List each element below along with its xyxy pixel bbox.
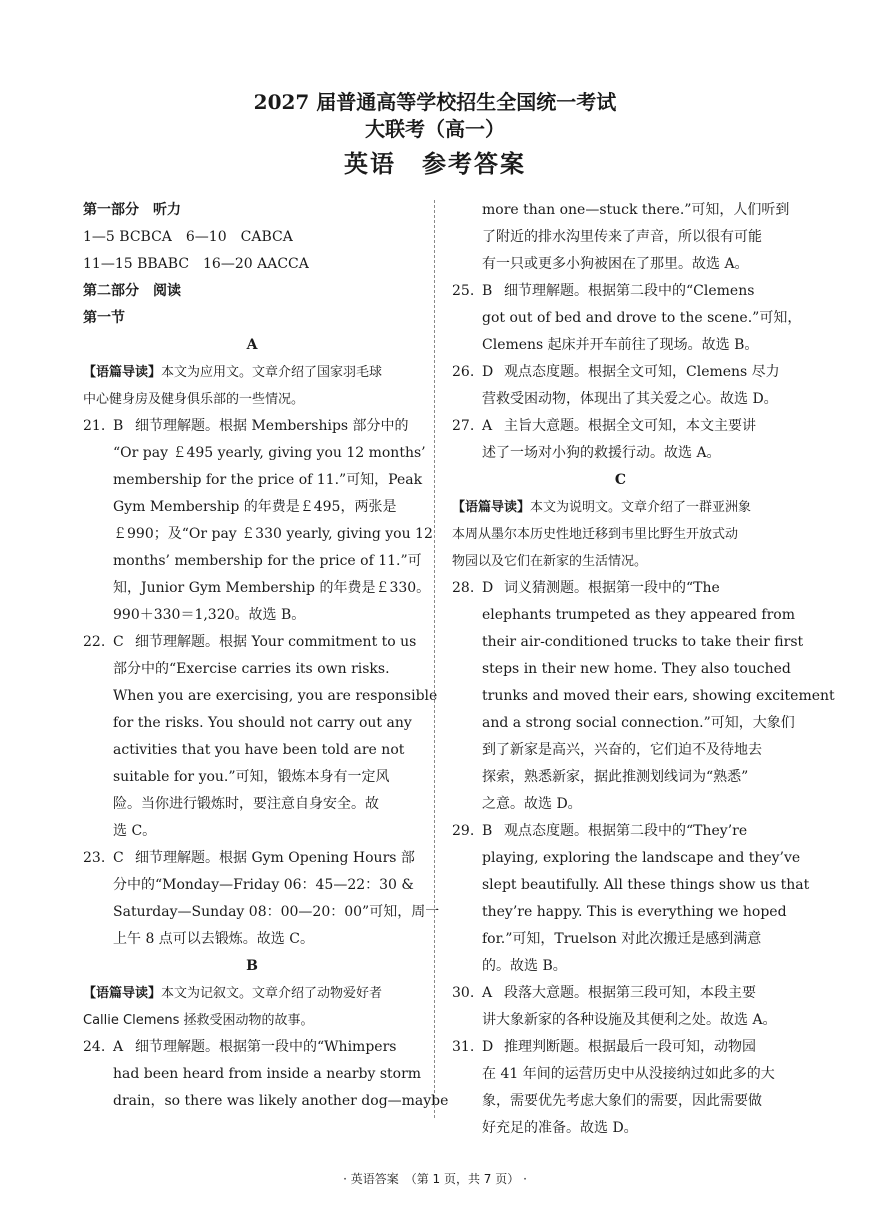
subject-title: 英语 参考答案 [344,149,526,178]
explanation: Gym Membership 的年费是￡495，两张是 [113,499,397,515]
explanation: 细节理解题。根据 Your commitment to us [135,634,417,650]
answer-letter: C [113,850,124,866]
explanation: 好充足的准备。故选 D。 [482,1120,638,1136]
explanation: 细节理解题。根据第二段中的“Clemens [504,283,755,299]
page-footer: · 英语答案 （第 1 页，共 7 页） · [343,1172,527,1186]
explanation: 细节理解题。根据 Memberships 部分中的 [135,418,409,434]
column-divider [434,200,435,1118]
explanation: 选 C。 [113,823,157,839]
explanation: 在 41 年间的运营历史中从没接纳过如此多的大 [482,1066,775,1082]
answer-letter: D [482,364,494,380]
answer-letter: B [113,418,124,434]
answer-letter: A [482,985,493,1001]
explanation: elephants trumpeted as they appeared from [482,607,795,623]
explanation: When you are exercising, you are responsible [113,688,438,704]
passage-b-label: B [246,958,258,974]
explanation: had been heard from inside a nearby storm [113,1066,422,1082]
passage-c-guide [452,494,789,575]
passage-b-guide [83,980,421,1034]
explanation: 推理判断题。根据最后一段可知，动物园 [504,1039,756,1055]
guide-text: 物园以及它们在新家的生活情况。 [452,554,648,569]
explanation: 之意。故选 D。 [482,796,582,812]
explanation: 险。当你进行锻炼时，要注意自身安全。故 [113,796,379,812]
answer-21 [83,413,421,440]
left-column [83,197,449,1115]
answer-31 [452,1034,789,1061]
explanation: 部分中的“Exercise carries its own risks. [113,661,390,677]
explanation: 词义猜测题。根据第一段中的“The [504,580,720,596]
explanation: 观点态度题。根据第二段中的“They’re [504,823,748,839]
explanation: 观点态度题。根据全文可知，Clemens 尽力 [504,364,780,380]
answer-27 [452,413,789,440]
question-number: 30. [452,985,475,1001]
explanation: slept beautifully. All these things show us that [482,877,810,893]
exam-title: 2027 届普通高等学校招生全国统一考试 [253,90,617,114]
question-number: 28. [452,580,475,596]
explanation: and a strong social connection.”可知，大象们 [482,715,795,731]
question-number: 26. [452,364,475,380]
explanation: 分中的“Monday—Friday 06：45—22：30 & [113,877,414,893]
explanation: suitable for you.”可知，锻炼本身有一定风 [113,769,390,785]
explanation: 营救受困动物，体现出了其关爱之心。故选 D。 [482,391,778,407]
answer-25 [452,278,789,305]
question-number: 29. [452,823,475,839]
guide-label: 【语篇导读】 [83,365,162,380]
answer-letter: C [113,634,124,650]
guide-text: 本文为说明文。文章介绍了一群亚洲象 [530,500,752,515]
explanation: more than one—stuck there.”可知，人们听到 [482,202,790,218]
explanation: 段落大意题。根据第三段可知，本段主要 [504,985,756,1001]
answer-30 [452,980,789,1007]
explanation: for.”可知，Truelson 对此次搬迁是感到满意 [482,931,762,947]
explanation: activities that you have been told are not [113,742,405,758]
answer-28 [452,575,789,602]
explanation: trunks and moved their ears, showing excitement [482,688,835,704]
explanation: 知，Junior Gym Membership 的年费是￡330。 [113,580,431,596]
explanation: Clemens 起床并开车前往了现场。故选 B。 [482,337,759,353]
passage-a-label: A [246,337,258,353]
guide-text: 本周从墨尔本历史性地迁移到韦里比野生开放式动 [452,527,739,542]
answer-23 [83,845,421,872]
answer-letter: A [113,1039,124,1055]
question-number: 27. [452,418,475,434]
explanation: 上午 8 点可以去锻炼。故选 C。 [113,931,314,947]
exam-subtitle: 大联考（高一） [365,117,505,141]
guide-text: 本文为应用文。文章介绍了国家羽毛球 [161,365,383,380]
guide-label: 【语篇导读】 [83,986,162,1001]
question-number: 24. [83,1039,106,1055]
explanation: steps in their new home. They also touched [482,661,791,677]
explanation: 的。故选 B。 [482,958,567,974]
explanation: they’re happy. This is everything we hoped [482,904,787,920]
listening-answers-1: 1—5 BCBCA 6—10 CABCA [83,229,293,245]
part2-heading: 第二部分 阅读 [83,283,181,299]
answer-letter: B [482,823,493,839]
listening-answers-2: 11—15 BBABC 16—20 AACCA [83,256,309,272]
explanation: 990＋330＝1,320。故选 B。 [113,607,306,623]
explanation: months’ membership for the price of 11.”可 [113,553,422,569]
passage-a-guide [83,359,421,413]
question-number: 31. [452,1039,475,1055]
answer-22 [83,629,421,656]
guide-text: Callie Clemens 拯救受困动物的故事。 [83,1013,314,1028]
guide-text: 本文为记叙文。文章介绍了动物爱好者 [161,986,383,1001]
explanation: 细节理解题。根据 Gym Opening Hours 部 [135,850,415,866]
question-number: 23. [83,850,106,866]
section1-heading: 第一节 [83,310,125,326]
answer-letter: D [482,1039,494,1055]
question-number: 21. [83,418,106,434]
explanation: 了附近的排水沟里传来了声音，所以很有可能 [482,229,762,245]
answer-letter: B [482,283,493,299]
explanation: “Or pay ￡495 yearly, giving you 12 months’ [113,445,426,461]
explanation: drain，so there was likely another dog—maybe [113,1093,449,1109]
right-column [452,197,835,1142]
answer-29 [452,818,789,845]
explanation: 有一只或更多小狗被困在了那里。故选 A。 [482,256,749,272]
part1-heading: 第一部分 听力 [83,202,181,218]
explanation: membership for the price of 11.”可知，Peak [113,472,423,488]
answer-24 [83,1034,421,1061]
explanation: playing, exploring the landscape and they’ve [482,850,801,866]
guide-label: 【语篇导读】 [452,500,531,515]
answer-26 [452,359,789,386]
answer-letter: A [482,418,493,434]
question-number: 25. [452,283,475,299]
explanation: Saturday—Sunday 08：00—20：00”可知，周一 [113,904,440,920]
explanation: got out of bed and drove to the scene.”可知， [482,310,802,326]
guide-text: 中心健身房及健身俱乐部的一些情况。 [83,392,305,407]
question-number: 22. [83,634,106,650]
explanation: 探索，熟悉新家，据此推测划线词为“熟悉” [482,769,749,785]
explanation: for the risks. You should not carry out any [113,715,412,731]
passage-c-label: C [614,472,627,488]
explanation: 主旨大意题。根据全文可知，本文主要讲 [504,418,756,434]
explanation: ￡990；及“Or pay ￡330 yearly, giving you 12 [113,526,433,542]
explanation: 到了新家是高兴，兴奋的，它们迫不及待地去 [482,742,762,758]
explanation: 象，需要优先考虑大象们的需要，因此需要做 [482,1093,762,1109]
answer-letter: D [482,580,494,596]
explanation: their air-conditioned trucks to take their first [482,634,804,650]
explanation: 细节理解题。根据第一段中的“Whimpers [135,1039,397,1055]
explanation: 述了一场对小狗的救援行动。故选 A。 [482,445,721,461]
explanation: 讲大象新家的各种设施及其便利之处。故选 A。 [482,1012,777,1028]
